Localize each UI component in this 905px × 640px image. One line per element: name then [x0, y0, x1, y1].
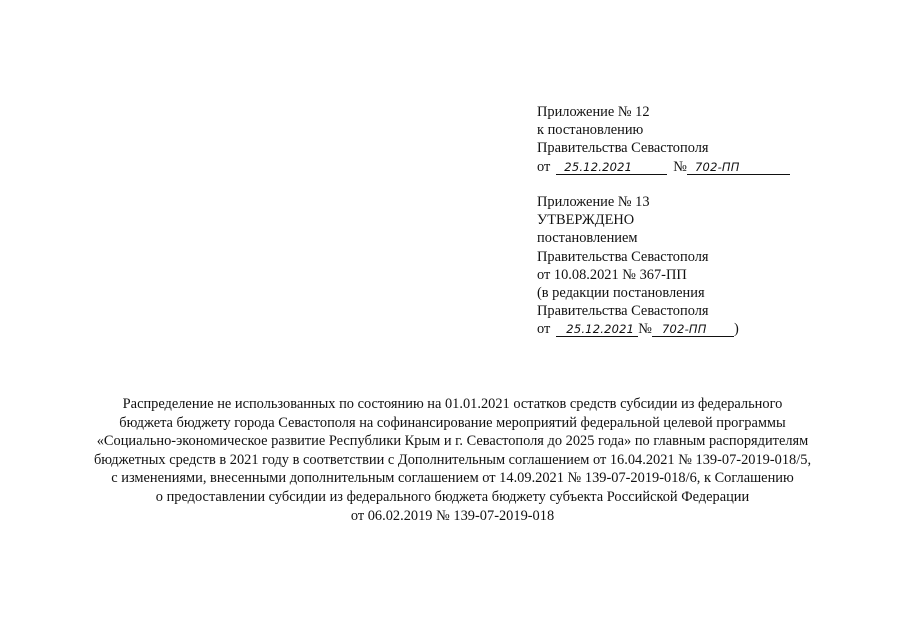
title-line: «Социально-экономическое развитие Республики Крым и г. Севастополя до 2025 года» по главным распорядителям [96, 433, 809, 450]
appendix-12-block [537, 103, 790, 176]
appendix-13-date-line [537, 320, 739, 338]
appendix-13-original-decree: от 10.08.2021 № 367-ПП [537, 266, 687, 283]
appendix-13-block [537, 193, 739, 339]
appendix-13-by-decree: постановлением [537, 230, 638, 247]
appendix-12-number-handwritten: 702-ПП [687, 160, 790, 175]
title-line: с изменениями, внесенными дополнительным соглашением от 14.09.2021 № 139-07-2019-018/6, к Соглашению [111, 470, 794, 487]
appendix-13-close-paren: ) [734, 321, 739, 338]
appendix-12-heading: Приложение № 12 [537, 104, 650, 120]
appendix-13-government: Правительства Севастополя [537, 248, 709, 265]
appendix-13-approved: УТВЕРЖДЕНО [537, 212, 635, 229]
appendix-12-number-label: № [673, 158, 688, 175]
appendix-12-to-decree: к постановлению [537, 122, 644, 139]
appendix-12-government: Правительства Севастополя [537, 140, 709, 157]
appendix-13-number-label: № [638, 321, 653, 338]
title-line: о предоставлении субсидии из федерального бюджета бюджету субъекта Российской Федерации [155, 488, 750, 505]
appendix-13-revision-government: Правительства Севастополя [537, 303, 709, 320]
appendix-13-revision-note: (в редакции постановления [537, 285, 705, 302]
title-line: от 06.02.2019 № 139-07-2019-018 [350, 507, 555, 524]
appendix-12-date-line [537, 158, 790, 176]
title-line: бюджетных средств в 2021 году в соответствии с Дополнительным соглашением от 16.04.2021 № 139-07-2019-018/5, [93, 451, 812, 468]
title-line: бюджета бюджету города Севастополя на софинансирование мероприятий федеральной целевой программы [119, 414, 786, 431]
appendix-13-from-label: от [537, 321, 551, 338]
appendix-13-heading: Приложение № 13 [537, 194, 650, 210]
appendix-12-date-handwritten: 25.12.2021 [556, 160, 667, 175]
title-line: Распределение не использованных по состоянию на 01.01.2021 остатков средств субсидии из федерального [122, 396, 783, 412]
document-title [40, 395, 865, 525]
appendix-13-number-handwritten: 702-ПП [652, 322, 734, 337]
appendix-13-date-handwritten: 25.12.2021 [556, 322, 638, 337]
appendix-12-from-label: от [537, 158, 551, 175]
